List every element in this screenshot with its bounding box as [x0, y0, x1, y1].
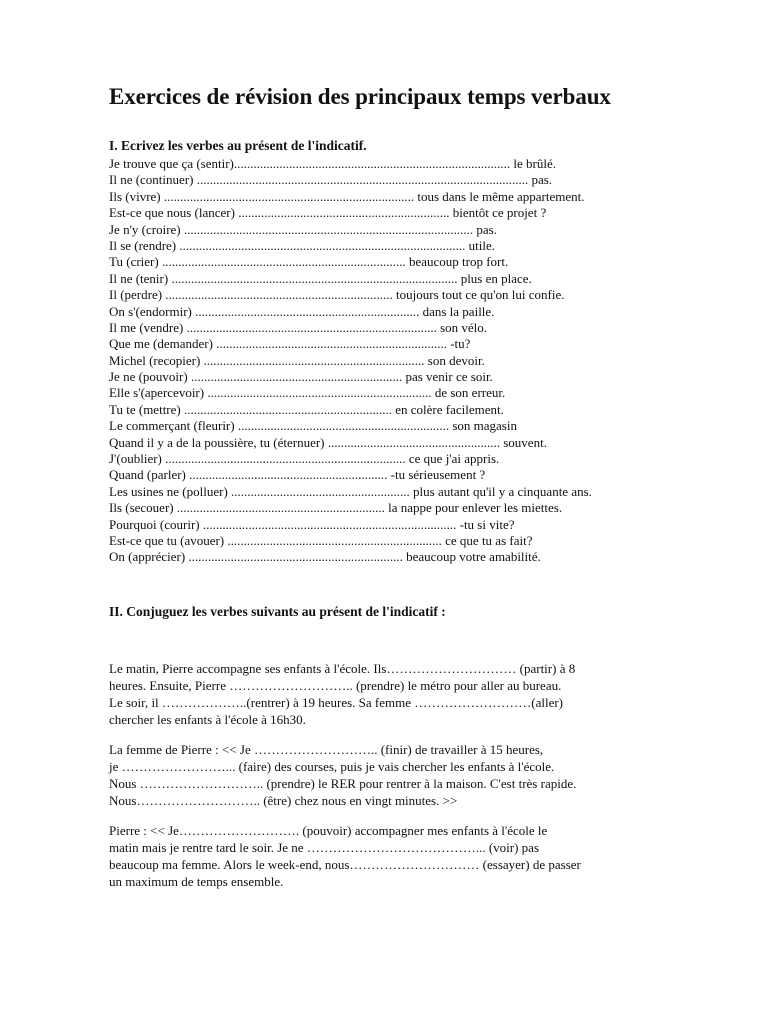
- paragraph-line: Nous……………………….. (être) chez nous en vingt minutes. >>: [109, 793, 458, 808]
- exercise-line: Quand (parler) ............................................................. -tu sérieusement ?: [109, 467, 486, 483]
- paragraph-line: Pierre : << Je………………………. (pouvoir) accompagner mes enfants à l'école le: [109, 823, 548, 838]
- exercise-line: Elle s'(apercevoir) ..................................................................... de son erreur.: [109, 385, 506, 401]
- exercise-line: Tu (crier) ........................................................................... beaucoup trop fort.: [109, 254, 509, 270]
- exercise-line: On (apprécier) .................................................................. beaucoup votre amabilité.: [109, 549, 541, 565]
- paragraph-line: Le soir, il ………………..(rentrer) à 19 heures. Sa femme ………………………(aller): [109, 695, 564, 710]
- paragraph-line: beaucoup ma femme. Alors le week-end, nous………………………… (essayer) de passer: [109, 857, 581, 872]
- exercise-line: Je n'y (croire) ......................................................................................... pas.: [109, 221, 497, 237]
- paragraph-line: je ……………………... (faire) des courses, puis je vais chercher les enfants à l'école.: [109, 759, 555, 774]
- section-1-exercise-list: [109, 156, 592, 566]
- paragraph-line: La femme de Pierre : << Je ……………………….. (finir) de travailler à 15 heures,: [109, 742, 544, 757]
- exercise-line: Les usines ne (polluer) ....................................................... plus autant qu'il y a cinquante ans.: [109, 483, 592, 499]
- exercise-line: Il ne (continuer) ...................................................................................................... pas.: [109, 172, 553, 188]
- exercise-line: Je trouve que ça (sentir)..................................................................................... le brûlé.: [109, 156, 556, 171]
- paragraph-line: matin mais je rentre tard le soir. Je ne …………………………………... (voir) pas: [109, 840, 540, 855]
- exercise-line: On s'(endormir) ..................................................................... dans la paille.: [109, 303, 495, 319]
- exercise-line: Il se (rendre) ........................................................................................ utile.: [109, 237, 495, 253]
- exercise-line: Michel (recopier) .................................................................... son devoir.: [109, 352, 485, 368]
- exercise-line: Ils (vivre) ............................................................................. tous dans le même appartement.: [109, 188, 585, 204]
- exercise-line: Est-ce que tu (avouer) .................................................................. ce que tu as fait?: [109, 532, 533, 548]
- exercise-line: Quand il y a de la poussière, tu (éternuer) ..................................................... souvent.: [109, 434, 547, 450]
- exercise-line: Est-ce que nous (lancer) ................................................................. bientôt ce projet ?: [109, 205, 547, 221]
- paragraph-line: Le matin, Pierre accompagne ses enfants à l'école. Ils………………………… (partir) à 8: [109, 661, 576, 676]
- paragraph-wife: [109, 741, 669, 809]
- exercise-line: Tu te (mettre) ................................................................ en colère facilement.: [109, 401, 504, 417]
- exercise-line: Je ne (pouvoir) ................................................................. pas venir ce soir.: [109, 369, 493, 385]
- exercise-line: Ils (secouer) ................................................................ la nappe pour enlever les miettes.: [109, 500, 563, 516]
- section-1-heading: I. Ecrivez les verbes au présent de l'indicatif.: [109, 138, 367, 153]
- exercise-line: Pourquoi (courir) .............................................................................. -tu si vite?: [109, 516, 515, 532]
- exercise-line: Il ne (tenir) ........................................................................................ plus en place.: [109, 270, 532, 286]
- exercise-line: Il (perdre) ...................................................................... toujours tout ce qu'on lui confie.: [109, 287, 565, 303]
- exercise-line: Le commerçant (fleurir) ................................................................. son magasin: [109, 418, 517, 434]
- exercise-line: Il me (vendre) ............................................................................. son vélo.: [109, 319, 488, 335]
- paragraph-pierre-speech: [109, 822, 669, 890]
- section-2-heading: II. Conjuguez les verbes suivants au présent de l'indicatif :: [109, 604, 446, 619]
- paragraph-line: un maximum de temps ensemble.: [109, 874, 284, 889]
- exercise-line: J'(oublier) .......................................................................... ce que j'ai appris.: [109, 451, 500, 467]
- exercise-line: Que me (demander) ....................................................................... -tu?: [109, 336, 471, 352]
- paragraph-line: chercher les enfants à l'école à 16h30.: [109, 712, 306, 727]
- paragraph-line: heures. Ensuite, Pierre ……………………….. (prendre) le métro pour aller au bureau.: [109, 678, 562, 693]
- document-title: Exercices de révision des principaux temps verbaux: [109, 84, 611, 109]
- paragraph-line: Nous ……………………….. (prendre) le RER pour rentrer à la maison. C'est très rapide.: [109, 776, 577, 791]
- paragraph-pierre-morning: [109, 660, 669, 728]
